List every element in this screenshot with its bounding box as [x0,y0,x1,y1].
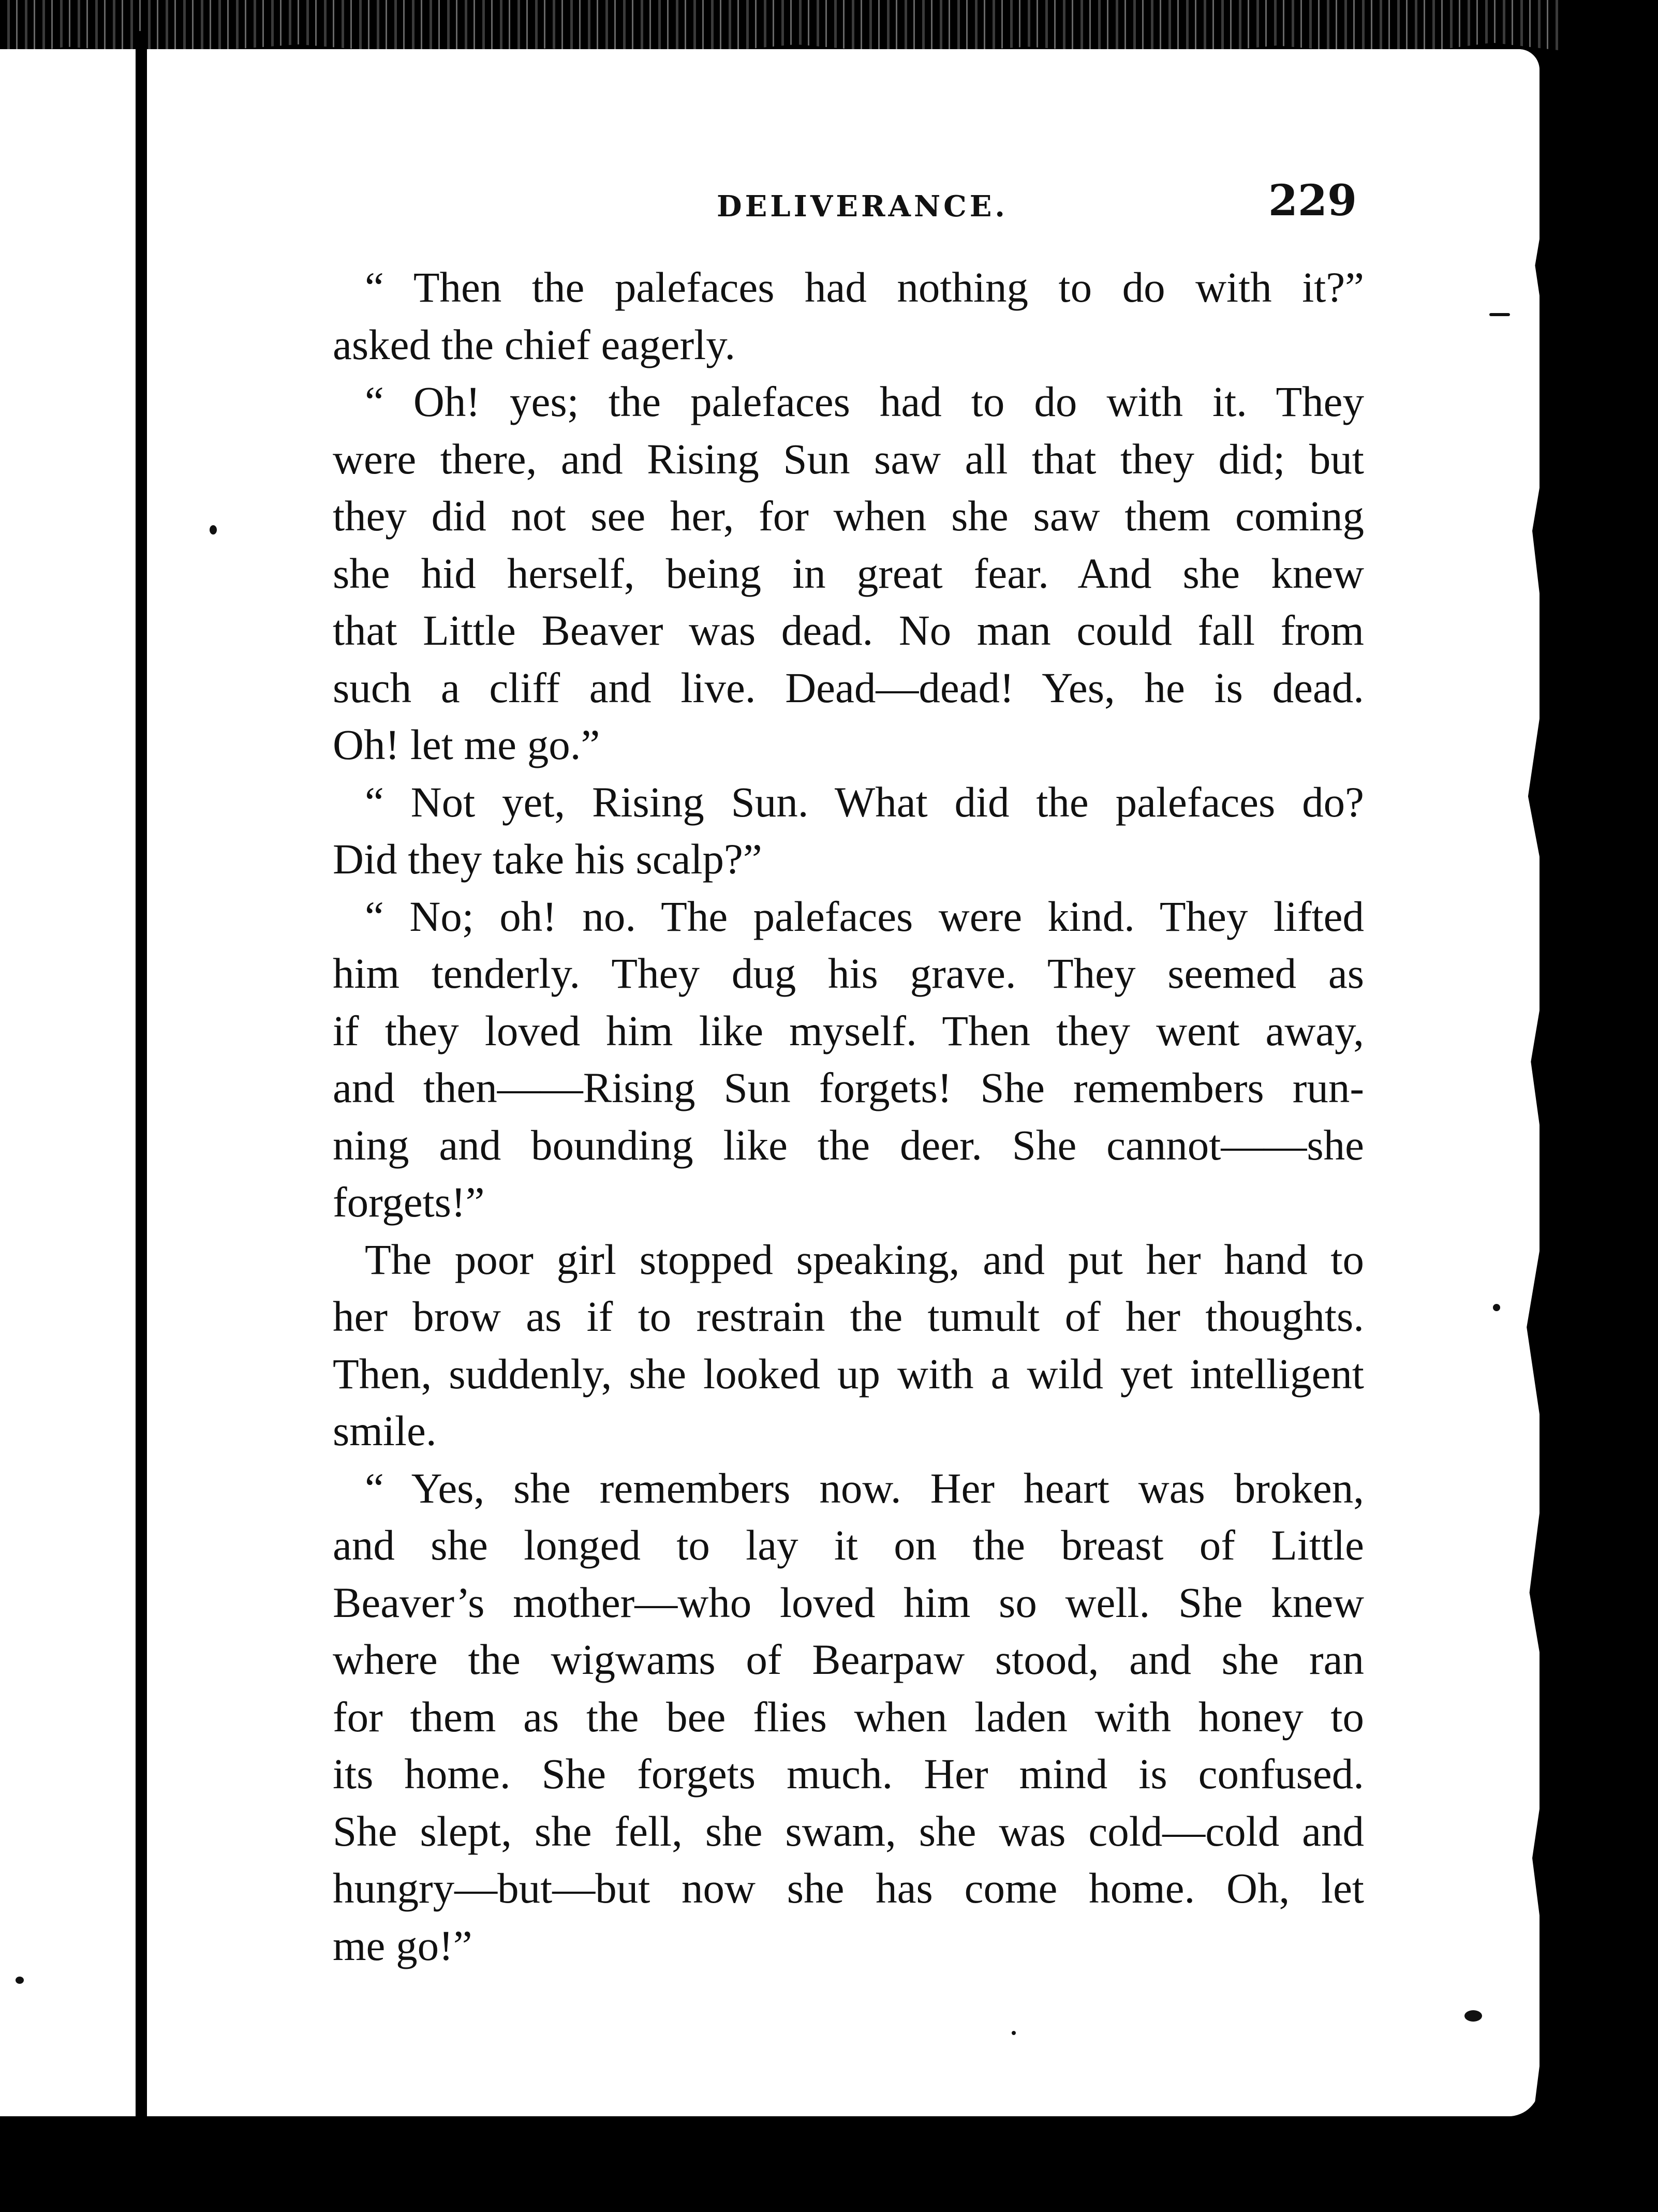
body-text [333,259,1364,1974]
text-line: its home. She forgets much. Her mind is confused. [333,1750,1364,1798]
text-line: asked the chief eagerly. [333,320,736,368]
ink-speck [16,1977,24,1984]
text-line: that Little Beaver was dead. No man could fall from [333,606,1364,654]
text-line: “ Oh! yes; the palefaces had to do with it. They [365,378,1364,425]
text-line: “ No; oh! no. The palefaces were kind. They lifted [365,892,1364,940]
paragraph [333,888,1364,1231]
ink-speck [1464,2010,1482,2022]
text-line: hungry—but—but now she has come home. Oh, let [333,1864,1364,1912]
text-line: “ Then the palefaces had nothing to do with it?” [365,263,1364,311]
paragraph [333,373,1364,774]
paragraph [333,259,1364,373]
text-line: she hid herself, being in great fear. And she knew [333,549,1364,597]
ink-speck [1493,1304,1500,1311]
text-line: smile. [333,1407,437,1454]
text-line: and she longed to lay it on the breast of Little [333,1521,1364,1569]
paragraph [333,1231,1364,1460]
text-line: Beaver’s mother—who loved him so well. She knew [333,1578,1364,1626]
text-line: “ Not yet, Rising Sun. What did the palefaces do? [365,778,1364,826]
page-header [331,176,1366,233]
text-line: where the wigwams of Bearpaw stood, and she ran [333,1636,1364,1683]
text-line: Did they take his scalp?” [333,835,762,883]
ink-speck [1489,313,1510,316]
text-line: were there, and Rising Sun saw all that they did; but [333,435,1364,483]
text-line: Then, suddenly, she looked up with a wild yet intelligent [333,1349,1364,1398]
ink-speck [210,525,217,535]
page-number: 229 [1268,176,1357,226]
text-line: Oh! let me go.” [333,721,600,768]
text-line: if they loved him like myself. Then they went away, [333,1006,1364,1055]
binding-gutter-line [136,31,147,2158]
text-line: him tenderly. They dug his grave. They seemed as [333,949,1364,997]
paragraph [333,774,1364,888]
paragraph [333,1460,1364,1975]
running-head: DELIVERANCE. [717,189,1008,224]
text-line: The poor girl stopped speaking, and put her hand to [365,1235,1364,1283]
text-line: such a cliff and live. Dead—dead! Yes, he is dead. [333,663,1364,711]
text-line: and then——Rising Sun forgets! She remembers run- [333,1064,1364,1111]
text-line: forgets!” [333,1178,485,1226]
text-line: ning and bounding like the deer. She cannot——she [333,1121,1364,1169]
scan-edge-bottom [0,2114,1658,2212]
scan-edge-top [0,0,1658,57]
text-line: She slept, she fell, she swam, she was cold—cold and [333,1807,1364,1855]
text-line: they did not see her, for when she saw them coming [333,492,1364,540]
text-line: “ Yes, she remembers now. Her heart was broken, [365,1464,1364,1512]
text-line: me go!” [333,1921,472,1969]
text-line: for them as the bee flies when laden with honey to [333,1693,1364,1741]
ink-speck [1012,2031,1016,2035]
text-line: her brow as if to restrain the tumult of her thoughts. [333,1293,1364,1340]
